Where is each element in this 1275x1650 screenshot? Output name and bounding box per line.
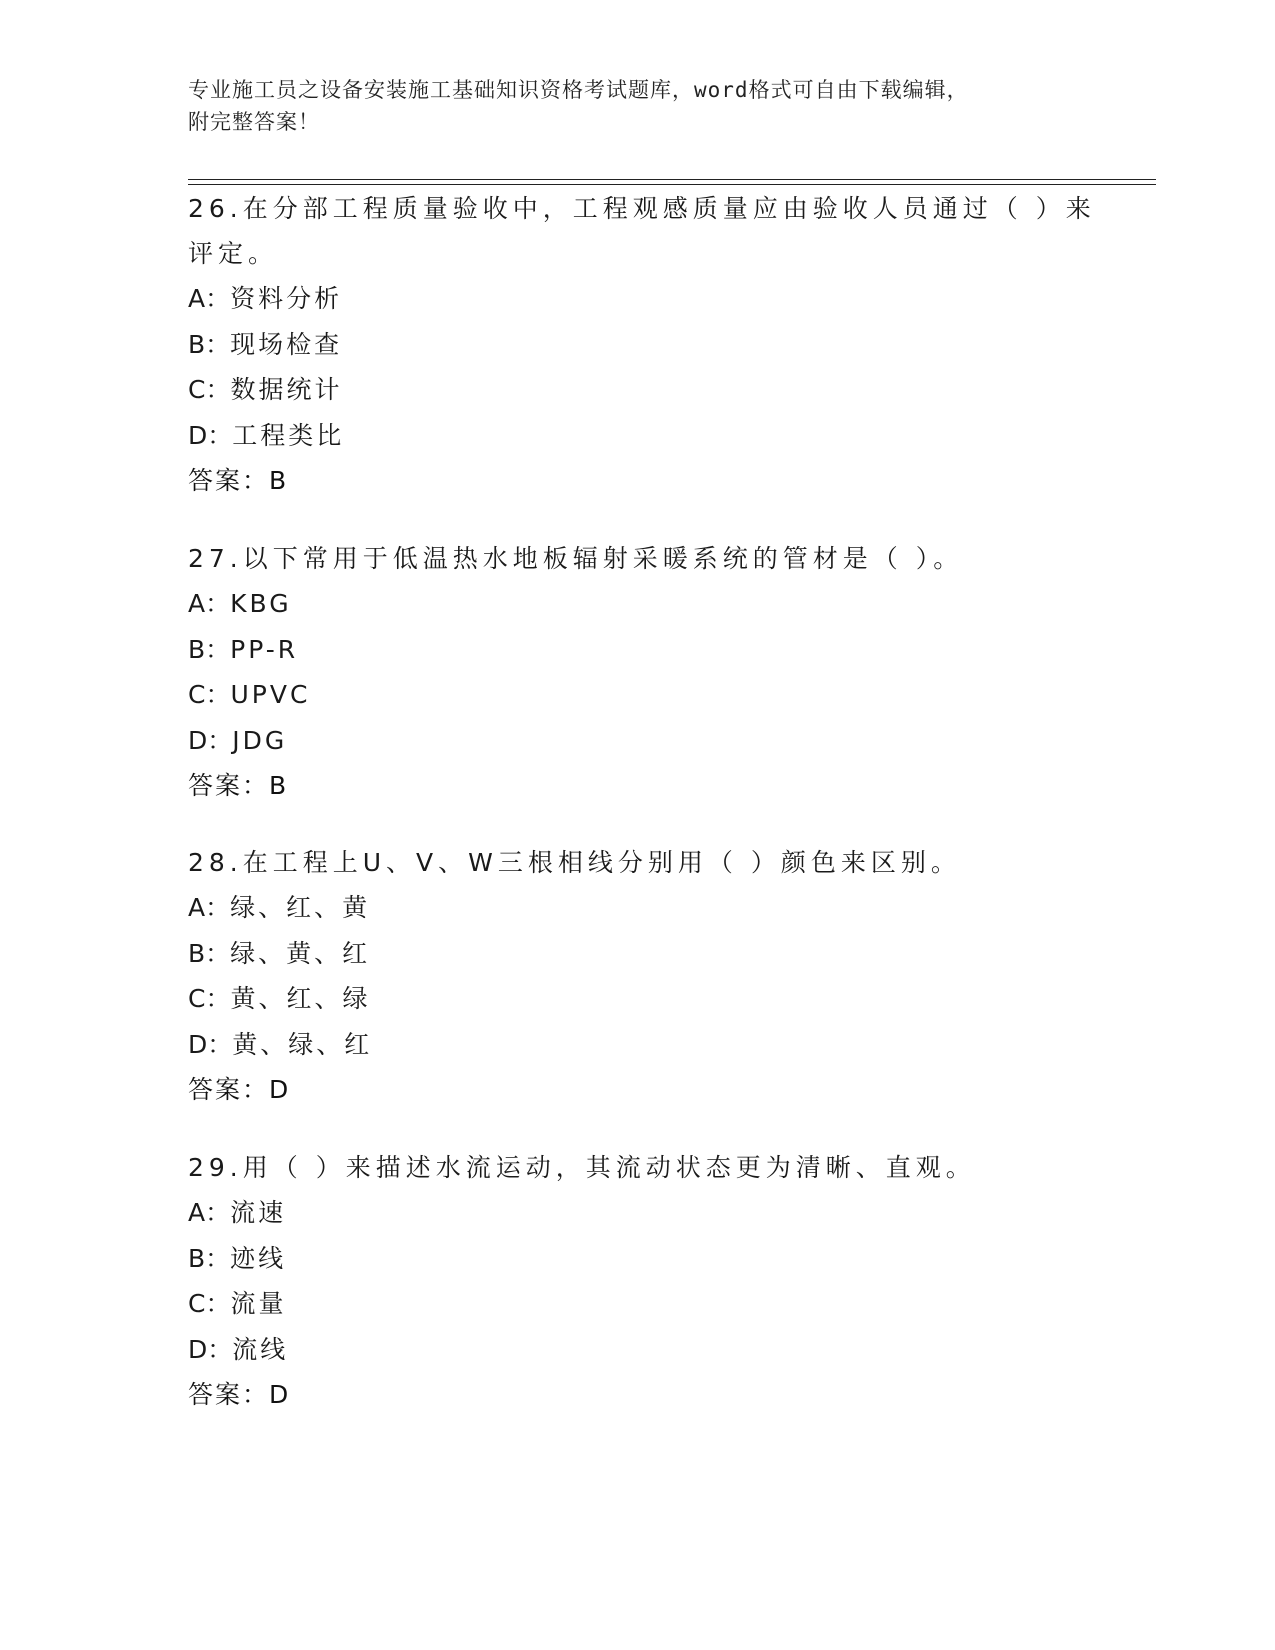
option-key: C： <box>188 1289 231 1318</box>
option-c <box>188 976 1088 1022</box>
answer-label: 答案： <box>188 1075 270 1104</box>
option-text: JDG <box>232 725 288 755</box>
option-b <box>188 322 1088 368</box>
option-text: 流线 <box>232 1334 289 1364</box>
question-line: 评定。 <box>188 239 279 268</box>
option-b <box>188 931 1088 977</box>
header-line-2: 附完整答案！ <box>188 110 320 134</box>
option-text: 迹线 <box>230 1243 287 1273</box>
option-text: 绿、红、黄 <box>230 893 371 922</box>
option-c <box>188 1281 1088 1327</box>
answer-value: B <box>269 466 288 495</box>
answer-label: 答案： <box>188 466 270 495</box>
option-key: D： <box>188 1334 233 1364</box>
option-key: D： <box>188 1029 233 1059</box>
option-key: B： <box>188 1243 231 1273</box>
answer-line <box>188 763 1088 809</box>
question-text <box>188 186 1096 276</box>
option-key: D： <box>188 420 233 450</box>
option-key: C： <box>188 984 231 1013</box>
option-key: D： <box>188 725 233 755</box>
question-29 <box>188 1145 1088 1418</box>
option-a <box>188 885 1088 931</box>
option-text: 绿、黄、红 <box>230 938 371 968</box>
option-text: 工程类比 <box>232 420 345 450</box>
option-key: B： <box>188 634 231 664</box>
option-text: 现场检查 <box>230 329 343 359</box>
question-text <box>188 536 1088 581</box>
header-divider-top <box>188 179 1156 180</box>
option-text: PP-R <box>230 634 299 664</box>
question-text <box>188 1145 1088 1190</box>
option-text: 流速 <box>230 1198 287 1227</box>
answer-value: D <box>269 1075 290 1104</box>
question-26 <box>188 186 1096 504</box>
option-a <box>188 1190 1088 1236</box>
option-key: B： <box>188 938 231 968</box>
question-line: 27.以下常用于低温热水地板辐射采暖系统的管材是（ ）。 <box>188 544 964 573</box>
answer-line <box>188 1067 1088 1113</box>
option-text: 黄、绿、红 <box>232 1029 373 1059</box>
option-text: 数据统计 <box>230 375 343 404</box>
option-a <box>188 276 1088 322</box>
option-d <box>188 413 1088 459</box>
header-divider-bottom <box>188 184 1156 185</box>
option-key: B： <box>188 329 231 359</box>
header-line-1: 专业施工员之设备安装施工基础知识资格考试题库，word格式可自由下载编辑， <box>188 78 969 102</box>
question-text <box>188 840 1088 885</box>
answer-line <box>188 1372 1088 1418</box>
answer-label: 答案： <box>188 1380 270 1409</box>
option-d <box>188 718 1088 764</box>
option-d <box>188 1022 1088 1068</box>
document-header <box>188 74 1088 138</box>
answer-value: D <box>269 1380 290 1409</box>
option-d <box>188 1327 1088 1373</box>
option-key: A： <box>188 1198 231 1227</box>
answer-line <box>188 458 1088 504</box>
option-key: C： <box>188 375 231 404</box>
option-text: 黄、红、绿 <box>230 984 371 1013</box>
question-28 <box>188 840 1088 1113</box>
option-key: A： <box>188 284 231 313</box>
option-c <box>188 672 1088 718</box>
answer-value: B <box>269 771 288 800</box>
option-text: 资料分析 <box>230 284 343 313</box>
option-key: A： <box>188 589 231 618</box>
option-b <box>188 627 1088 673</box>
question-line: 26.在分部工程质量验收中，工程观感质量应由验收人员通过（ ）来 <box>188 194 1096 223</box>
question-line: 29.用（ ）来描述水流运动，其流动状态更为清晰、直观。 <box>188 1153 976 1182</box>
option-text: KBG <box>230 589 292 618</box>
option-key: A： <box>188 893 231 922</box>
option-text: 流量 <box>230 1289 287 1318</box>
option-key: C： <box>188 680 231 709</box>
question-line: 28.在工程上U、V、W三根相线分别用（ ）颜色来区别。 <box>188 848 961 877</box>
option-c <box>188 367 1088 413</box>
answer-label: 答案： <box>188 771 270 800</box>
option-a <box>188 581 1088 627</box>
option-text: UPVC <box>230 680 311 709</box>
option-b <box>188 1236 1088 1282</box>
question-27 <box>188 536 1088 809</box>
